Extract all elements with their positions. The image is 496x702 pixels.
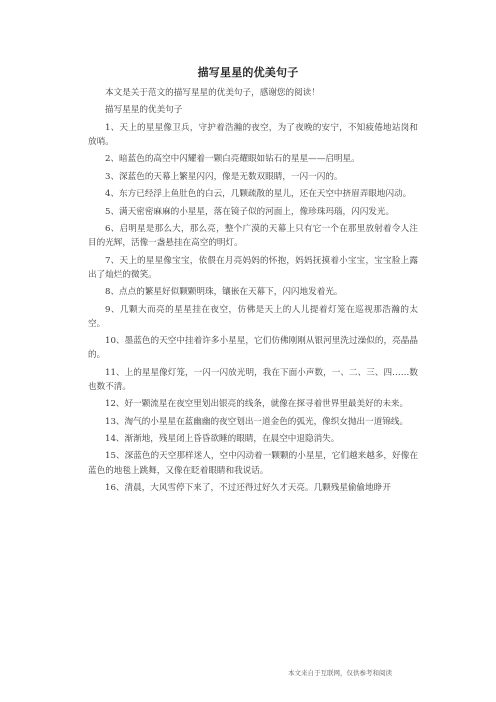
page-footer: 本文来自于互联网，仅供参考和阅读 <box>288 669 392 677</box>
sentence-paragraph: 9、几颗大而亮的星星挂在夜空，仿佛是天上的人儿提着灯笼在巡视那浩瀚的太空。 <box>88 304 418 329</box>
sentence-paragraph: 2、暗蓝色的高空中闪耀着一颗白亮耀眼如钻石的星星——启明星。 <box>105 154 360 165</box>
sentence-paragraph: 3、深蓝色的天幕上繁星闪闪，像是无数双眼睛，一闪一闪的。 <box>105 171 343 182</box>
sentence-paragraph: 13、淘气的小星星在蓝幽幽的夜空划出一道金色的弧光，像织女抛出一道锦线。 <box>105 416 409 427</box>
sentence-paragraph: 10、墨蓝色的天空中挂着许多小星星，它们仿佛刚刚从银河里洗过澡似的，亮晶晶的。 <box>88 336 418 361</box>
document-title: 描写星星的优美句子 <box>197 66 299 79</box>
sentence-paragraph: 16、清晨，大风雪停下来了，不过还得过好久才天亮。几颗残星偷偷地睁开 <box>105 483 391 494</box>
subtitle-paragraph: 描写星星的优美句子 <box>105 105 183 116</box>
sentence-paragraph: 5、满天密密麻麻的小星星，落在镜子似的河面上，像珍珠玛瑙，闪闪发光。 <box>105 206 395 217</box>
sentence-paragraph: 6、启明星是那么大，那么亮，整个广漠的天幕上只有它一个在那里放射着令人注目的光辉，活像一盏悬挂在高空的明灯。 <box>88 223 418 249</box>
document-body <box>88 86 418 498</box>
sentence-paragraph: 1、天上的星星像卫兵，守护着浩瀚的夜空，为了夜晚的安宁，不知疲倦地站岗和放哨。 <box>88 122 418 147</box>
sentence-paragraph: 15、深蓝色的天空那样迷人，空中闪动着一颗颗的小星星，它们越来越多，好像在蓝色的地毯上跳舞，又像在眨着眼睛和我说话。 <box>88 451 418 476</box>
sentence-paragraph: 14、渐渐地，残星闭上昏昏欲睡的眼睛，在晨空中退隐消失。 <box>105 434 340 445</box>
sentence-paragraph: 8、点点的繁星好似颗颗明珠，镶嵌在天幕下，闪闪地发着光。 <box>105 287 343 298</box>
intro-paragraph: 本文是关于范文的描写星星的优美句子，感谢您的阅读！ <box>105 88 320 98</box>
sentence-paragraph: 7、天上的星星像宝宝，依偎在月亮妈妈的怀抱，妈妈抚摸着小宝宝，宝宝脸上露出了灿烂的微笑。 <box>88 255 418 280</box>
sentence-paragraph: 4、东方已经浮上鱼肚色的白云，几颗疏散的星儿，还在天空中挤眉弄眼地闪动。 <box>105 189 412 200</box>
sentence-paragraph: 11、上的星星像灯笼，一闪一闪放光明，我在下面小声数，一、二、三、四……数也数不清。 <box>88 367 418 392</box>
sentence-paragraph: 12、好一颗流星在夜空里划出银亮的线条，就像在探寻着世界里最美好的未来。 <box>105 399 409 410</box>
